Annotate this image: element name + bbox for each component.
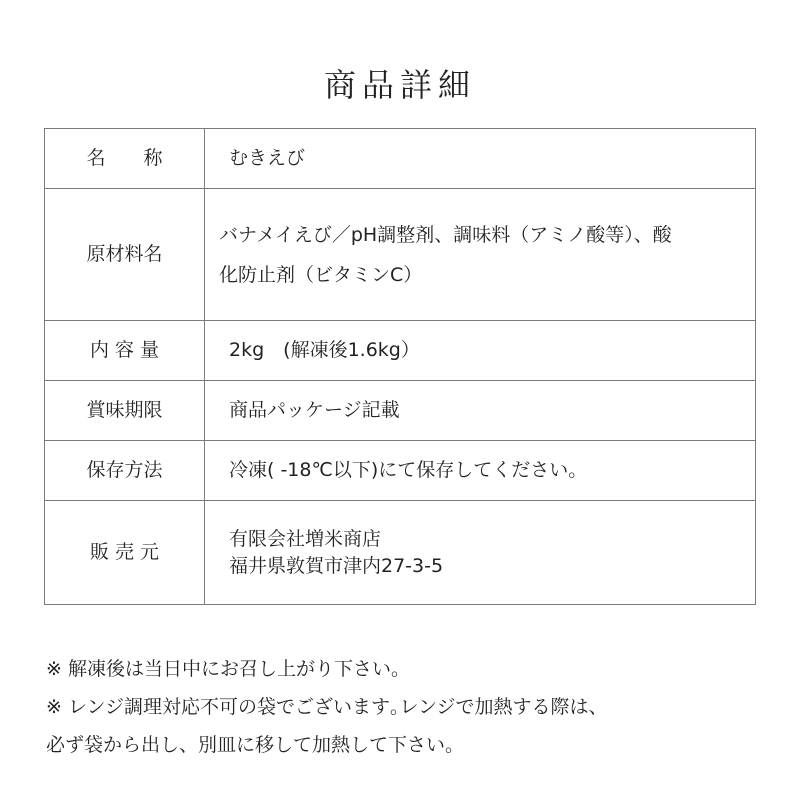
note-line: ※ 解凍後は当日中にお召し上がり下さい。: [46, 658, 410, 680]
value-line: 化防止剤（ビタミンC）: [219, 263, 423, 286]
row-label-contents: 内 容 量: [45, 321, 205, 381]
table-row-name: [45, 129, 756, 189]
row-value-best-before: [205, 381, 756, 441]
value-line: 有限会社増米商店: [229, 527, 382, 550]
row-value-name: [205, 129, 756, 189]
note-line: ※ レンジ調理対応不可の袋でございます｡レンジで加熱する際は、: [46, 696, 608, 718]
row-value-contents: [205, 321, 756, 381]
row-value-seller: [205, 501, 756, 605]
note-line: 必ず袋から出し、別皿に移して加熱して下さい。: [46, 734, 465, 756]
table-row-contents: [45, 321, 756, 381]
value-line: 福井県敦賀市津内27-3-5: [229, 554, 444, 577]
page-title: 商品詳細: [323, 66, 476, 104]
row-label-ingredients: 原材料名: [45, 189, 205, 321]
table-row-best-before: [45, 381, 756, 441]
table-row-ingredients: [45, 189, 756, 321]
row-label-storage: 保存方法: [45, 441, 205, 501]
product-details-table: [44, 128, 756, 605]
row-label-seller: 販 売 元: [45, 501, 205, 605]
value-line: 2kg (解凍後1.6kg）: [229, 339, 420, 361]
value-line: むきえび: [229, 147, 306, 169]
row-value-storage: [205, 441, 756, 501]
value-line: バナメイえび／pH調整剤、調味料（アミノ酸等）、酸: [219, 223, 672, 246]
row-label-name: 名 称: [45, 129, 205, 189]
row-value-ingredients: [205, 189, 756, 321]
table-row-seller: [45, 501, 756, 605]
value-line: 冷凍( -18℃以下)にて保存してください。: [229, 459, 588, 481]
table-row-storage: [45, 441, 756, 501]
notes: [46, 650, 766, 764]
value-line: 商品パッケージ記載: [229, 399, 400, 421]
row-label-best-before: 賞味期限: [45, 381, 205, 441]
